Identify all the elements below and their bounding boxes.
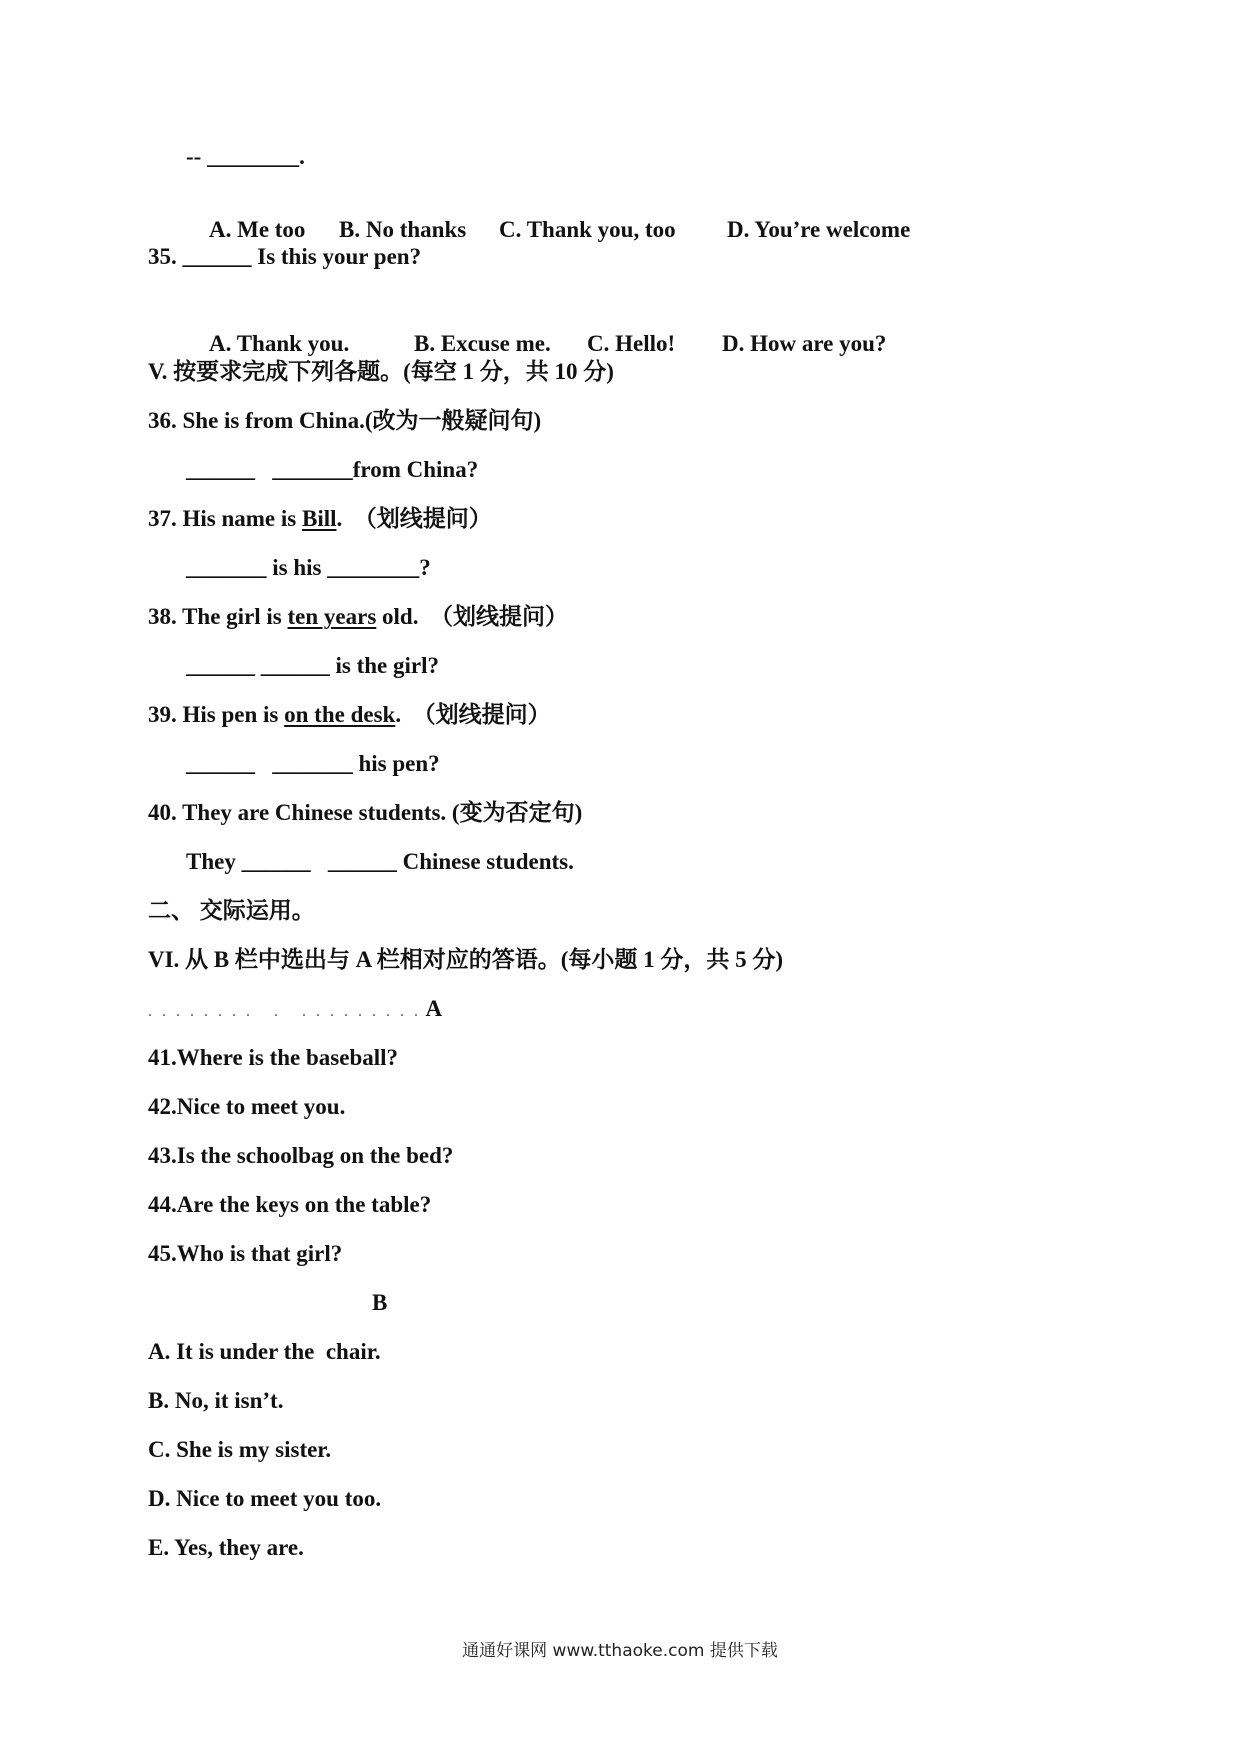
q34-option-a: A. Me too — [209, 217, 306, 242]
q34-option-d: D. You’re welcome — [727, 217, 911, 242]
q36-stem — [148, 406, 541, 436]
section5-heading: V. 按要求完成下列各题。(每空 1 分，共 10 分) — [148, 359, 614, 384]
q34-option-c: C. Thank you, too — [499, 217, 676, 242]
q36-answer: ______ _______from China? — [186, 457, 479, 482]
column-b-item: B. No, it isn’t. — [148, 1388, 284, 1413]
q39-underlined: on the desk — [284, 702, 396, 727]
q37-underlined: Bill — [301, 506, 337, 531]
q37-answer: _______ is his ________? — [186, 555, 431, 580]
column-a-label: A — [425, 996, 443, 1021]
column-a-item: 43.Is the schoolbag on the bed? — [148, 1143, 454, 1168]
column-a-header — [148, 994, 442, 1027]
column-a-item: 41.Where is the baseball? — [148, 1045, 399, 1070]
q37-stem — [148, 504, 492, 534]
q38-stem-text: 38. The girl is — [148, 604, 288, 629]
q34-answer-blank: -- ________. — [186, 144, 305, 169]
q37-instruction: . （划线提问） — [336, 506, 492, 531]
column-b-item: A. It is under the chair. — [148, 1339, 381, 1364]
q39-answer: ______ _______ his pen? — [186, 751, 440, 776]
column-b-item: C. She is my sister. — [148, 1437, 332, 1462]
q38-stem — [148, 602, 568, 632]
q39-instruction: . （划线提问） — [395, 702, 551, 727]
q35-option-a: A. Thank you. — [209, 331, 350, 356]
q40-stem — [148, 798, 582, 828]
q35-option-b: B. Excuse me. — [414, 331, 551, 356]
column-b-label: B — [372, 1290, 388, 1315]
q38-underlined: ten years — [287, 604, 377, 629]
q38-answer: ______ ______ is the girl? — [186, 653, 439, 678]
column-a-item: 44.Are the keys on the table? — [148, 1192, 432, 1217]
section6-heading: VI. 从 B 栏中选出与 A 栏相对应的答语。(每小题 1 分，共 5 分) — [148, 947, 784, 972]
column-a-dots: . . . . . . . . . . . . . . . . . . — [148, 1003, 421, 1020]
q40-stem-text: 40. They are Chinese students. (变为否定句) — [148, 800, 583, 825]
column-a-item: 42.Nice to meet you. — [148, 1094, 346, 1119]
q39-stem-text: 39. His pen is — [148, 702, 285, 727]
column-b-item: D. Nice to meet you too. — [148, 1486, 382, 1511]
q40-answer: They ______ ______ Chinese students. — [186, 849, 574, 874]
q35-stem: 35. ______ Is this your pen? — [148, 244, 422, 269]
page-footer: 通通好课网 www.tthaoke.com 提供下载 — [462, 1641, 778, 1661]
column-b-item: E. Yes, they are. — [148, 1535, 304, 1560]
q36-stem-text: 36. She is from China. — [148, 408, 365, 433]
q36-instruction: (改为一般疑问句) — [364, 408, 542, 433]
q37-stem-text: 37. His name is — [148, 506, 302, 531]
column-a-item: 45.Who is that girl? — [148, 1241, 343, 1266]
q34-option-b: B. No thanks — [339, 217, 467, 242]
q39-stem — [148, 700, 551, 730]
q35-option-c: C. Hello! — [587, 331, 676, 356]
q38-instruction: old. （划线提问） — [376, 604, 568, 629]
part2-heading: 二、 交际运用。 — [148, 898, 315, 923]
q35-option-d: D. How are you? — [722, 331, 887, 356]
